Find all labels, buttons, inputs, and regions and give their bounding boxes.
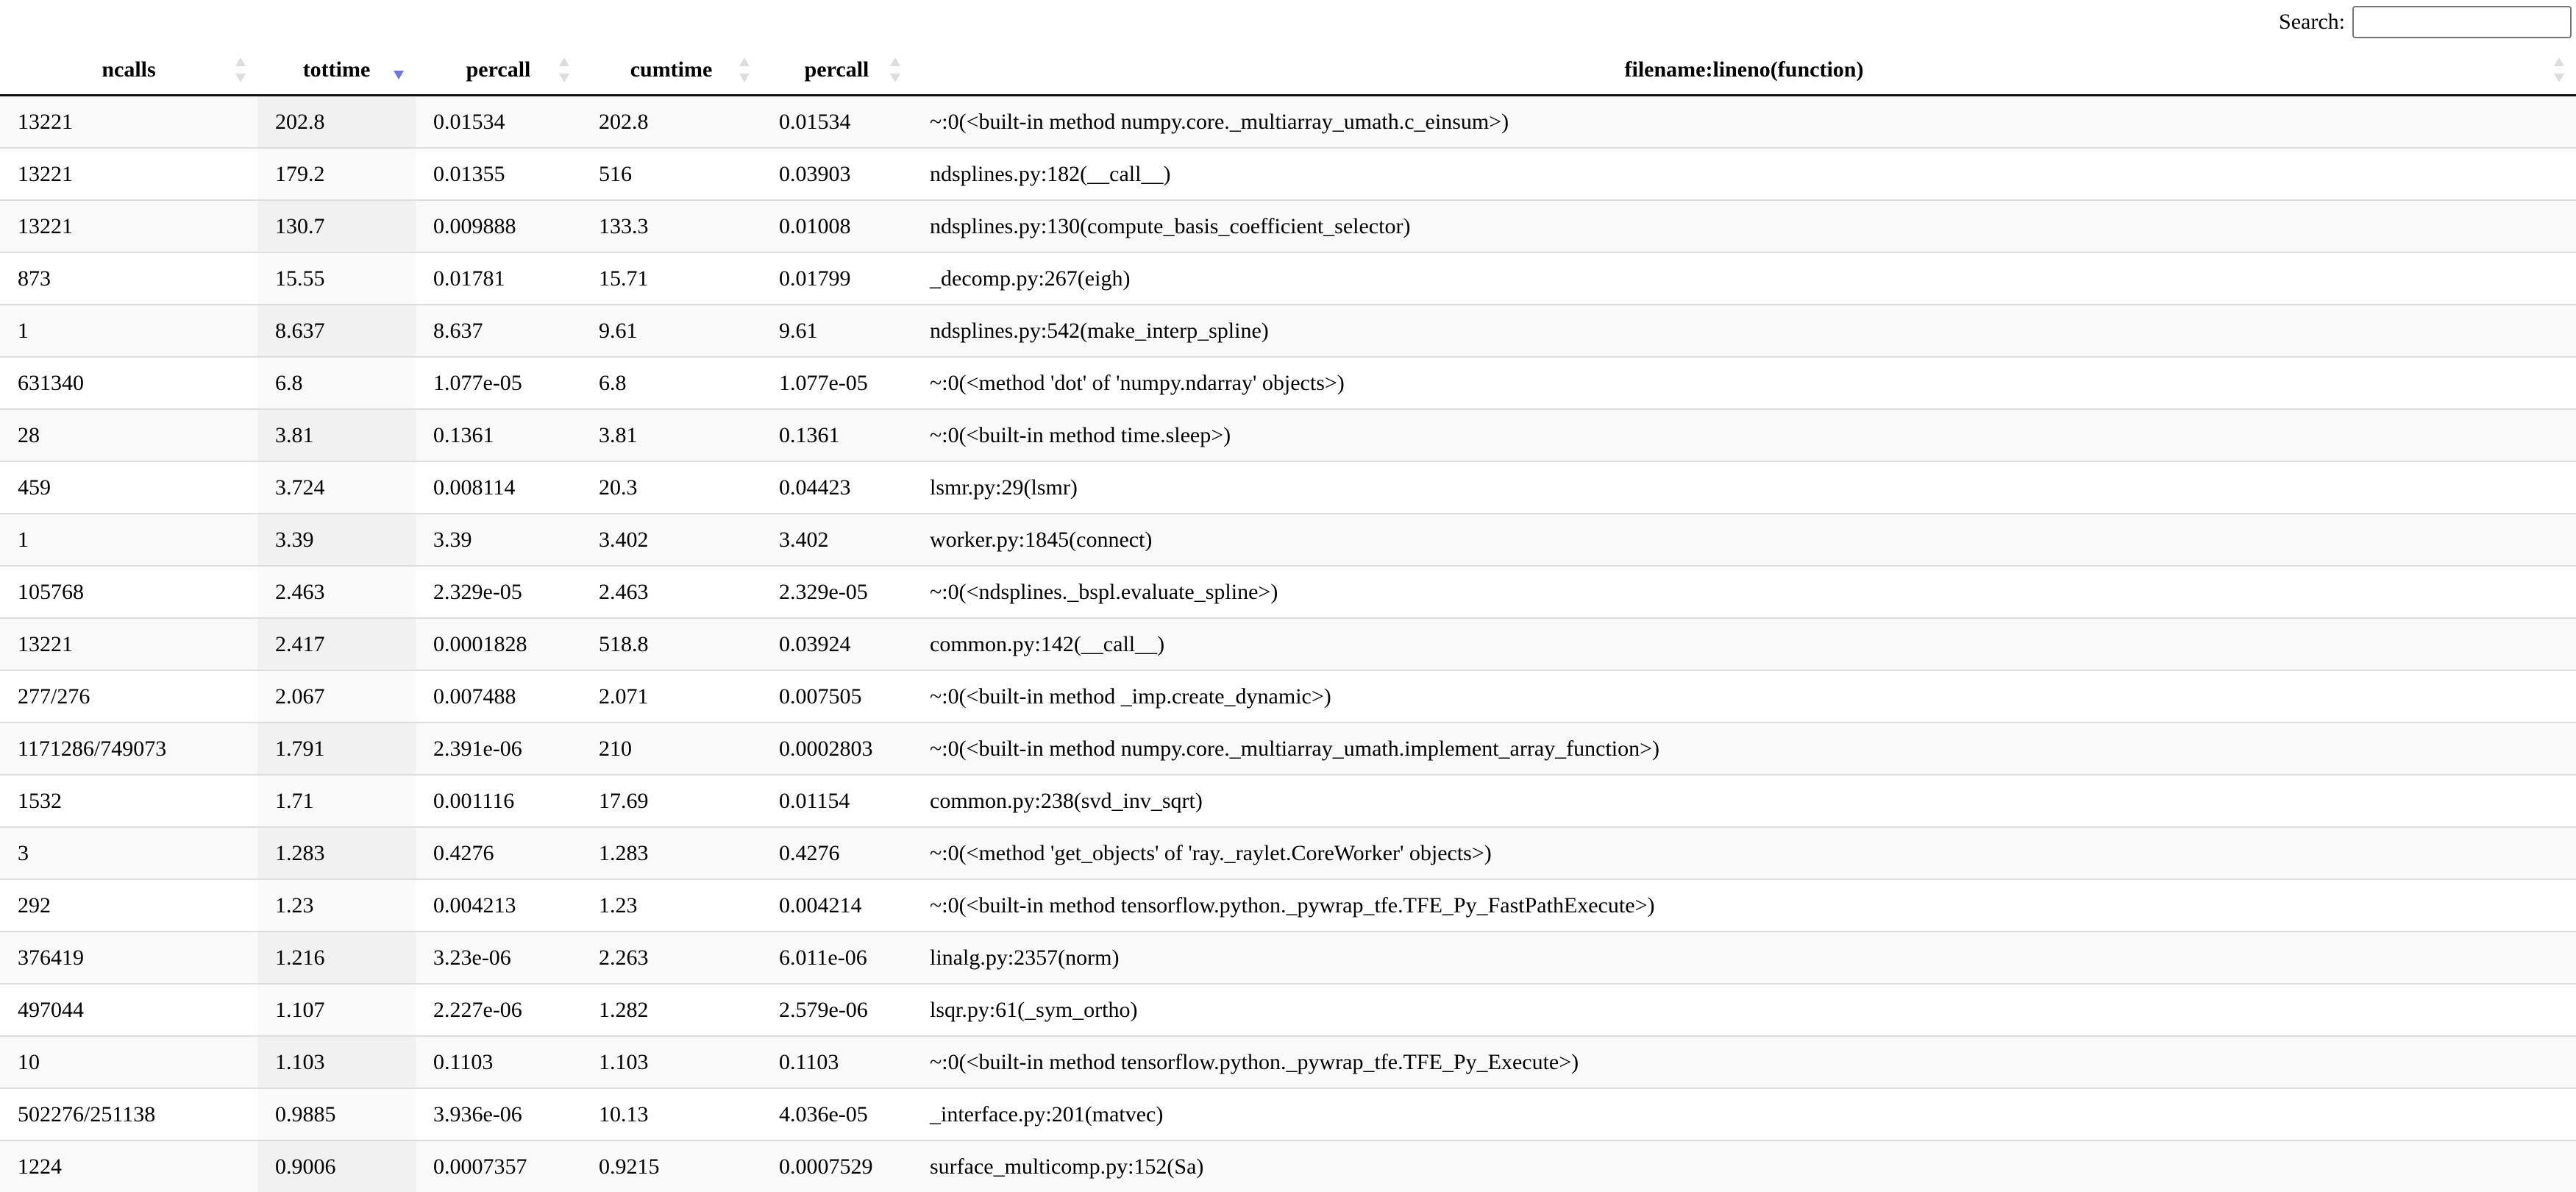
- cell-ncalls: 631340: [0, 357, 257, 409]
- cell-tottime: 2.067: [257, 670, 416, 723]
- cell-ncalls: 28: [0, 409, 257, 461]
- table-row: [0, 879, 2576, 932]
- cell-tottime: 6.8: [257, 357, 416, 409]
- cell-ncalls: 1: [0, 514, 257, 566]
- cell-ncalls: 292: [0, 879, 257, 932]
- table-row: [0, 775, 2576, 827]
- cell-percall-cum: 0.0007529: [761, 1140, 912, 1192]
- search-label: Search:: [2279, 10, 2345, 34]
- cell-percall-cum: 0.004214: [761, 879, 912, 932]
- cell-percall-cum: 2.579e-06: [761, 984, 912, 1036]
- cell-tottime: 1.791: [257, 723, 416, 775]
- cell-percall-cum: 0.03924: [761, 618, 912, 670]
- cell-cumtime: 1.282: [581, 984, 761, 1036]
- cell-percall-cum: 0.03903: [761, 148, 912, 200]
- cell-percall-cum: 4.036e-05: [761, 1088, 912, 1140]
- table-row: [0, 1140, 2576, 1192]
- cell-ncalls: 13221: [0, 148, 257, 200]
- table-row: [0, 461, 2576, 514]
- cell-tottime: 1.283: [257, 827, 416, 879]
- cell-percall: 0.001116: [416, 775, 581, 827]
- cell-cumtime: 1.283: [581, 827, 761, 879]
- column-label: filename:lineno(function): [1624, 57, 1864, 82]
- table-row: [0, 1088, 2576, 1140]
- cell-cumtime: 3.402: [581, 514, 761, 566]
- cell-percall-cum: 3.402: [761, 514, 912, 566]
- cell-tottime: 0.9885: [257, 1088, 416, 1140]
- cell-percall: 0.008114: [416, 461, 581, 514]
- cell-cumtime: 202.8: [581, 96, 761, 149]
- cell-percall: 0.1361: [416, 409, 581, 461]
- table-row: [0, 984, 2576, 1036]
- sort-icon[interactable]: [739, 57, 750, 82]
- cell-cumtime: 0.9215: [581, 1140, 761, 1192]
- cell-filename-function: worker.py:1845(connect): [912, 514, 2576, 566]
- cell-percall: 2.329e-05: [416, 566, 581, 618]
- cell-cumtime: 20.3: [581, 461, 761, 514]
- cell-ncalls: 10: [0, 1036, 257, 1088]
- cell-ncalls: 105768: [0, 566, 257, 618]
- cell-ncalls: 497044: [0, 984, 257, 1036]
- table-row: [0, 252, 2576, 305]
- cell-tottime: 8.637: [257, 305, 416, 357]
- cell-ncalls: 3: [0, 827, 257, 879]
- cell-ncalls: 1532: [0, 775, 257, 827]
- table-row: [0, 932, 2576, 984]
- cell-percall-cum: 0.01154: [761, 775, 912, 827]
- sort-icon[interactable]: [235, 57, 246, 82]
- cell-percall: 3.23e-06: [416, 932, 581, 984]
- cell-percall: 0.007488: [416, 670, 581, 723]
- cell-filename-function: _interface.py:201(matvec): [912, 1088, 2576, 1140]
- cell-ncalls: 873: [0, 252, 257, 305]
- cell-ncalls: 1: [0, 305, 257, 357]
- sort-icon[interactable]: [890, 57, 900, 82]
- cell-percall-cum: 2.329e-05: [761, 566, 912, 618]
- cell-percall: 8.637: [416, 305, 581, 357]
- cell-tottime: 1.23: [257, 879, 416, 932]
- cell-cumtime: 1.23: [581, 879, 761, 932]
- cell-filename-function: lsqr.py:61(_sym_ortho): [912, 984, 2576, 1036]
- cell-ncalls: 277/276: [0, 670, 257, 723]
- cell-percall-cum: 0.01534: [761, 96, 912, 149]
- cell-ncalls: 1224: [0, 1140, 257, 1192]
- column-label: tottime: [302, 57, 371, 82]
- cell-cumtime: 2.071: [581, 670, 761, 723]
- cell-ncalls: 13221: [0, 618, 257, 670]
- table-row: [0, 1036, 2576, 1088]
- table-row: [0, 148, 2576, 200]
- column-label: ncalls: [102, 57, 156, 82]
- table-row: [0, 566, 2576, 618]
- cell-filename-function: ndsplines.py:130(compute_basis_coefficient_selector): [912, 200, 2576, 252]
- cell-tottime: 3.724: [257, 461, 416, 514]
- cell-percall: 0.4276: [416, 827, 581, 879]
- table-row: [0, 305, 2576, 357]
- cell-cumtime: 9.61: [581, 305, 761, 357]
- cell-cumtime: 6.8: [581, 357, 761, 409]
- search-box: [2279, 6, 2572, 38]
- cell-filename-function: ~:0(<ndsplines._bspl.evaluate_spline>): [912, 566, 2576, 618]
- cell-cumtime: 518.8: [581, 618, 761, 670]
- table-row: [0, 96, 2576, 149]
- profile-table: [0, 46, 2576, 1192]
- cell-percall-cum: 1.077e-05: [761, 357, 912, 409]
- sort-descending-icon[interactable]: [394, 57, 404, 82]
- cell-filename-function: linalg.py:2357(norm): [912, 932, 2576, 984]
- cell-filename-function: ndsplines.py:182(__call__): [912, 148, 2576, 200]
- cell-filename-function: _decomp.py:267(eigh): [912, 252, 2576, 305]
- table-row: [0, 514, 2576, 566]
- cell-percall: 0.1103: [416, 1036, 581, 1088]
- cell-cumtime: 2.463: [581, 566, 761, 618]
- cell-percall: 0.01355: [416, 148, 581, 200]
- column-label: cumtime: [630, 57, 713, 82]
- cell-filename-function: surface_multicomp.py:152(Sa): [912, 1140, 2576, 1192]
- cell-cumtime: 15.71: [581, 252, 761, 305]
- table-row: [0, 618, 2576, 670]
- cell-cumtime: 17.69: [581, 775, 761, 827]
- column-header-ncalls[interactable]: [0, 46, 257, 96]
- cell-percall-cum: 9.61: [761, 305, 912, 357]
- header-row: [0, 46, 2576, 96]
- cell-filename-function: ~:0(<built-in method numpy.core._multiarray_umath.c_einsum>): [912, 96, 2576, 149]
- cell-ncalls: 502276/251138: [0, 1088, 257, 1140]
- cell-percall-cum: 6.011e-06: [761, 932, 912, 984]
- table-row: [0, 357, 2576, 409]
- cell-cumtime: 516: [581, 148, 761, 200]
- cell-cumtime: 3.81: [581, 409, 761, 461]
- cell-tottime: 3.39: [257, 514, 416, 566]
- cell-percall-cum: 0.0002803: [761, 723, 912, 775]
- cell-filename-function: ~:0(<built-in method numpy.core._multiarray_umath.implement_array_function>): [912, 723, 2576, 775]
- column-header-percall[interactable]: [416, 46, 581, 96]
- sort-icon[interactable]: [559, 57, 569, 82]
- cell-tottime: 1.107: [257, 984, 416, 1036]
- cell-filename-function: common.py:142(__call__): [912, 618, 2576, 670]
- cell-percall: 0.01781: [416, 252, 581, 305]
- cell-filename-function: common.py:238(svd_inv_sqrt): [912, 775, 2576, 827]
- cell-tottime: 1.71: [257, 775, 416, 827]
- table-row: [0, 200, 2576, 252]
- cell-percall-cum: 0.01799: [761, 252, 912, 305]
- cell-ncalls: 459: [0, 461, 257, 514]
- cell-filename-function: ~:0(<built-in method tensorflow.python._pywrap_tfe.TFE_Py_Execute>): [912, 1036, 2576, 1088]
- cell-percall-cum: 0.1103: [761, 1036, 912, 1088]
- cell-tottime: 2.417: [257, 618, 416, 670]
- cell-filename-function: ~:0(<built-in method time.sleep>): [912, 409, 2576, 461]
- cell-percall: 0.004213: [416, 879, 581, 932]
- cell-ncalls: 13221: [0, 200, 257, 252]
- cell-tottime: 3.81: [257, 409, 416, 461]
- cell-percall: 2.391e-06: [416, 723, 581, 775]
- cell-filename-function: ndsplines.py:542(make_interp_spline): [912, 305, 2576, 357]
- cell-tottime: 130.7: [257, 200, 416, 252]
- cell-ncalls: 376419: [0, 932, 257, 984]
- cell-tottime: 2.463: [257, 566, 416, 618]
- cell-percall: 0.01534: [416, 96, 581, 149]
- cell-filename-function: lsmr.py:29(lsmr): [912, 461, 2576, 514]
- cell-percall: 0.0001828: [416, 618, 581, 670]
- cell-percall: 3.936e-06: [416, 1088, 581, 1140]
- cell-tottime: 179.2: [257, 148, 416, 200]
- column-label: percall: [804, 57, 869, 82]
- cell-tottime: 1.216: [257, 932, 416, 984]
- column-header-tottime[interactable]: [257, 46, 416, 96]
- cell-percall: 3.39: [416, 514, 581, 566]
- cell-ncalls: 13221: [0, 96, 257, 149]
- cell-percall-cum: 0.1361: [761, 409, 912, 461]
- cell-filename-function: ~:0(<built-in method _imp.create_dynamic>): [912, 670, 2576, 723]
- cell-percall-cum: 0.04423: [761, 461, 912, 514]
- cell-cumtime: 210: [581, 723, 761, 775]
- cell-percall-cum: 0.4276: [761, 827, 912, 879]
- cell-tottime: 15.55: [257, 252, 416, 305]
- column-header-percall-cum[interactable]: [761, 46, 912, 96]
- cell-percall: 0.009888: [416, 200, 581, 252]
- column-header-filename-function[interactable]: [912, 46, 2576, 96]
- table-row: [0, 670, 2576, 723]
- cell-percall: 0.0007357: [416, 1140, 581, 1192]
- table-row: [0, 723, 2576, 775]
- cell-cumtime: 1.103: [581, 1036, 761, 1088]
- cell-percall-cum: 0.01008: [761, 200, 912, 252]
- cell-percall: 1.077e-05: [416, 357, 581, 409]
- table-row: [0, 827, 2576, 879]
- cell-cumtime: 2.263: [581, 932, 761, 984]
- search-input[interactable]: [2352, 6, 2572, 38]
- cell-tottime: 1.103: [257, 1036, 416, 1088]
- column-header-cumtime[interactable]: [581, 46, 761, 96]
- cell-tottime: 0.9006: [257, 1140, 416, 1192]
- cell-filename-function: ~:0(<method 'get_objects' of 'ray._raylet.CoreWorker' objects>): [912, 827, 2576, 879]
- table-row: [0, 409, 2576, 461]
- cell-filename-function: ~:0(<built-in method tensorflow.python._pywrap_tfe.TFE_Py_FastPathExecute>): [912, 879, 2576, 932]
- column-label: percall: [466, 57, 531, 82]
- cell-tottime: 202.8: [257, 96, 416, 149]
- cell-cumtime: 133.3: [581, 200, 761, 252]
- cell-cumtime: 10.13: [581, 1088, 761, 1140]
- cell-filename-function: ~:0(<method 'dot' of 'numpy.ndarray' objects>): [912, 357, 2576, 409]
- cell-ncalls: 1171286/749073: [0, 723, 257, 775]
- sort-icon[interactable]: [2554, 57, 2564, 82]
- cell-percall-cum: 0.007505: [761, 670, 912, 723]
- cell-percall: 2.227e-06: [416, 984, 581, 1036]
